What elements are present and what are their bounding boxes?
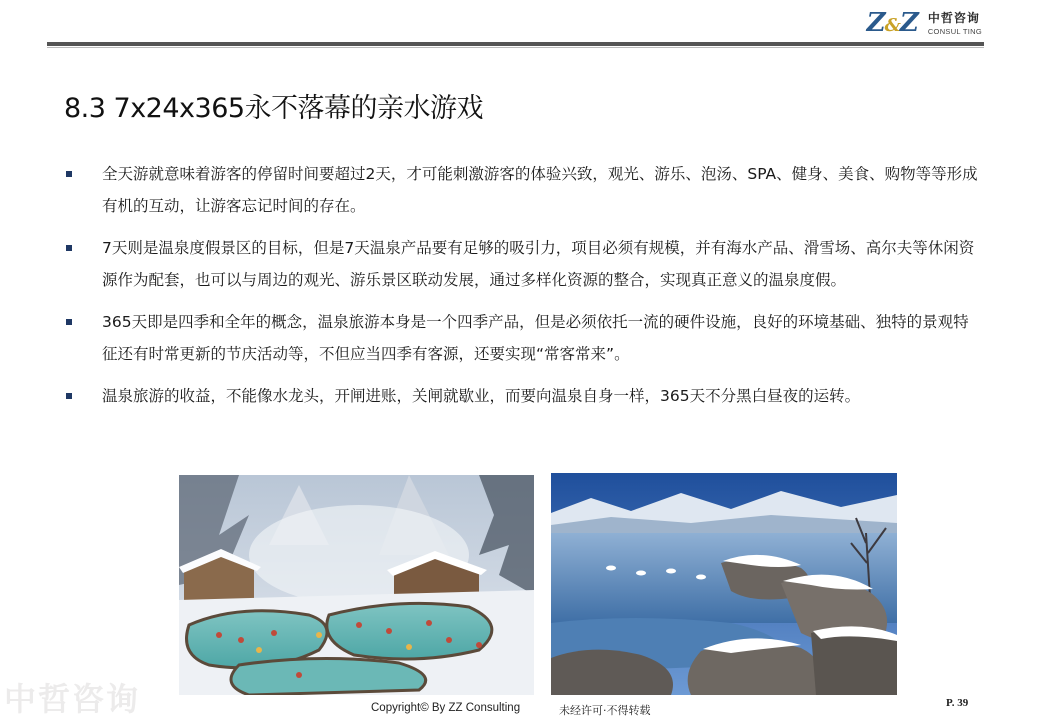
slide-title: 8.3 7x24x365永不落幕的亲水游戏 xyxy=(64,93,484,124)
logo-chinese-name: 中哲咨询 xyxy=(927,11,980,25)
copyright-text: Copyright© By ZZ Consulting xyxy=(371,702,521,714)
company-logo xyxy=(867,8,982,38)
header-rule xyxy=(47,42,984,46)
bullet-text: 365天即是四季和全年的概念，温泉旅游本身是一个四季产品，但是必须依托一流的硬件设施，良好的环境基础、独特的景观特征还有时常更新的节庆活动等，不但应当四季有客源，还要实现“常客常来”。 xyxy=(102,313,969,363)
bullet-text: 温泉旅游的收益，不能像水龙头，开闸进账，关闸就歇业，而要向温泉自身一样，365天不分黑白昼夜的运转。 xyxy=(102,387,861,405)
bullet-item xyxy=(64,306,980,370)
reproduction-notice: 未经许可·不得转载 xyxy=(559,704,651,717)
logo-mark: Z&Z xyxy=(866,8,918,38)
bullet-text: 7天则是温泉度假景区的目标，但是7天温泉产品要有足够的吸引力，项目必须有规模，并有海水产品、滑雪场、高尔夫等休闲资源作为配套，也可以与周边的观光、游乐景区联动发展，通过多样化资源的整合，实现真正意义的温泉度假。 xyxy=(102,239,975,289)
logo-english-name: CONSUL TING xyxy=(927,27,982,36)
bullet-list xyxy=(64,158,980,422)
header-rule-thin xyxy=(47,47,984,48)
bullet-square-icon xyxy=(66,393,72,399)
bullet-square-icon xyxy=(66,171,72,177)
bullet-text: 全天游就意味着游客的停留时间要超过2天，才可能刺激游客的体验兴致，观光、游乐、泡汤、SPA、健身、美食、购物等等形成有机的互动，让游客忘记时间的存在。 xyxy=(102,165,978,215)
page-number: P. 39 xyxy=(946,697,969,709)
snowy-hot-spring-photo xyxy=(179,475,534,695)
bullet-square-icon xyxy=(66,319,72,325)
bullet-item xyxy=(64,380,980,412)
bullet-item xyxy=(64,158,980,222)
watermark: 中哲咨询 xyxy=(4,680,141,718)
bullet-square-icon xyxy=(66,245,72,251)
bullet-item xyxy=(64,232,980,296)
lakeside-onsen-photo xyxy=(551,473,897,695)
